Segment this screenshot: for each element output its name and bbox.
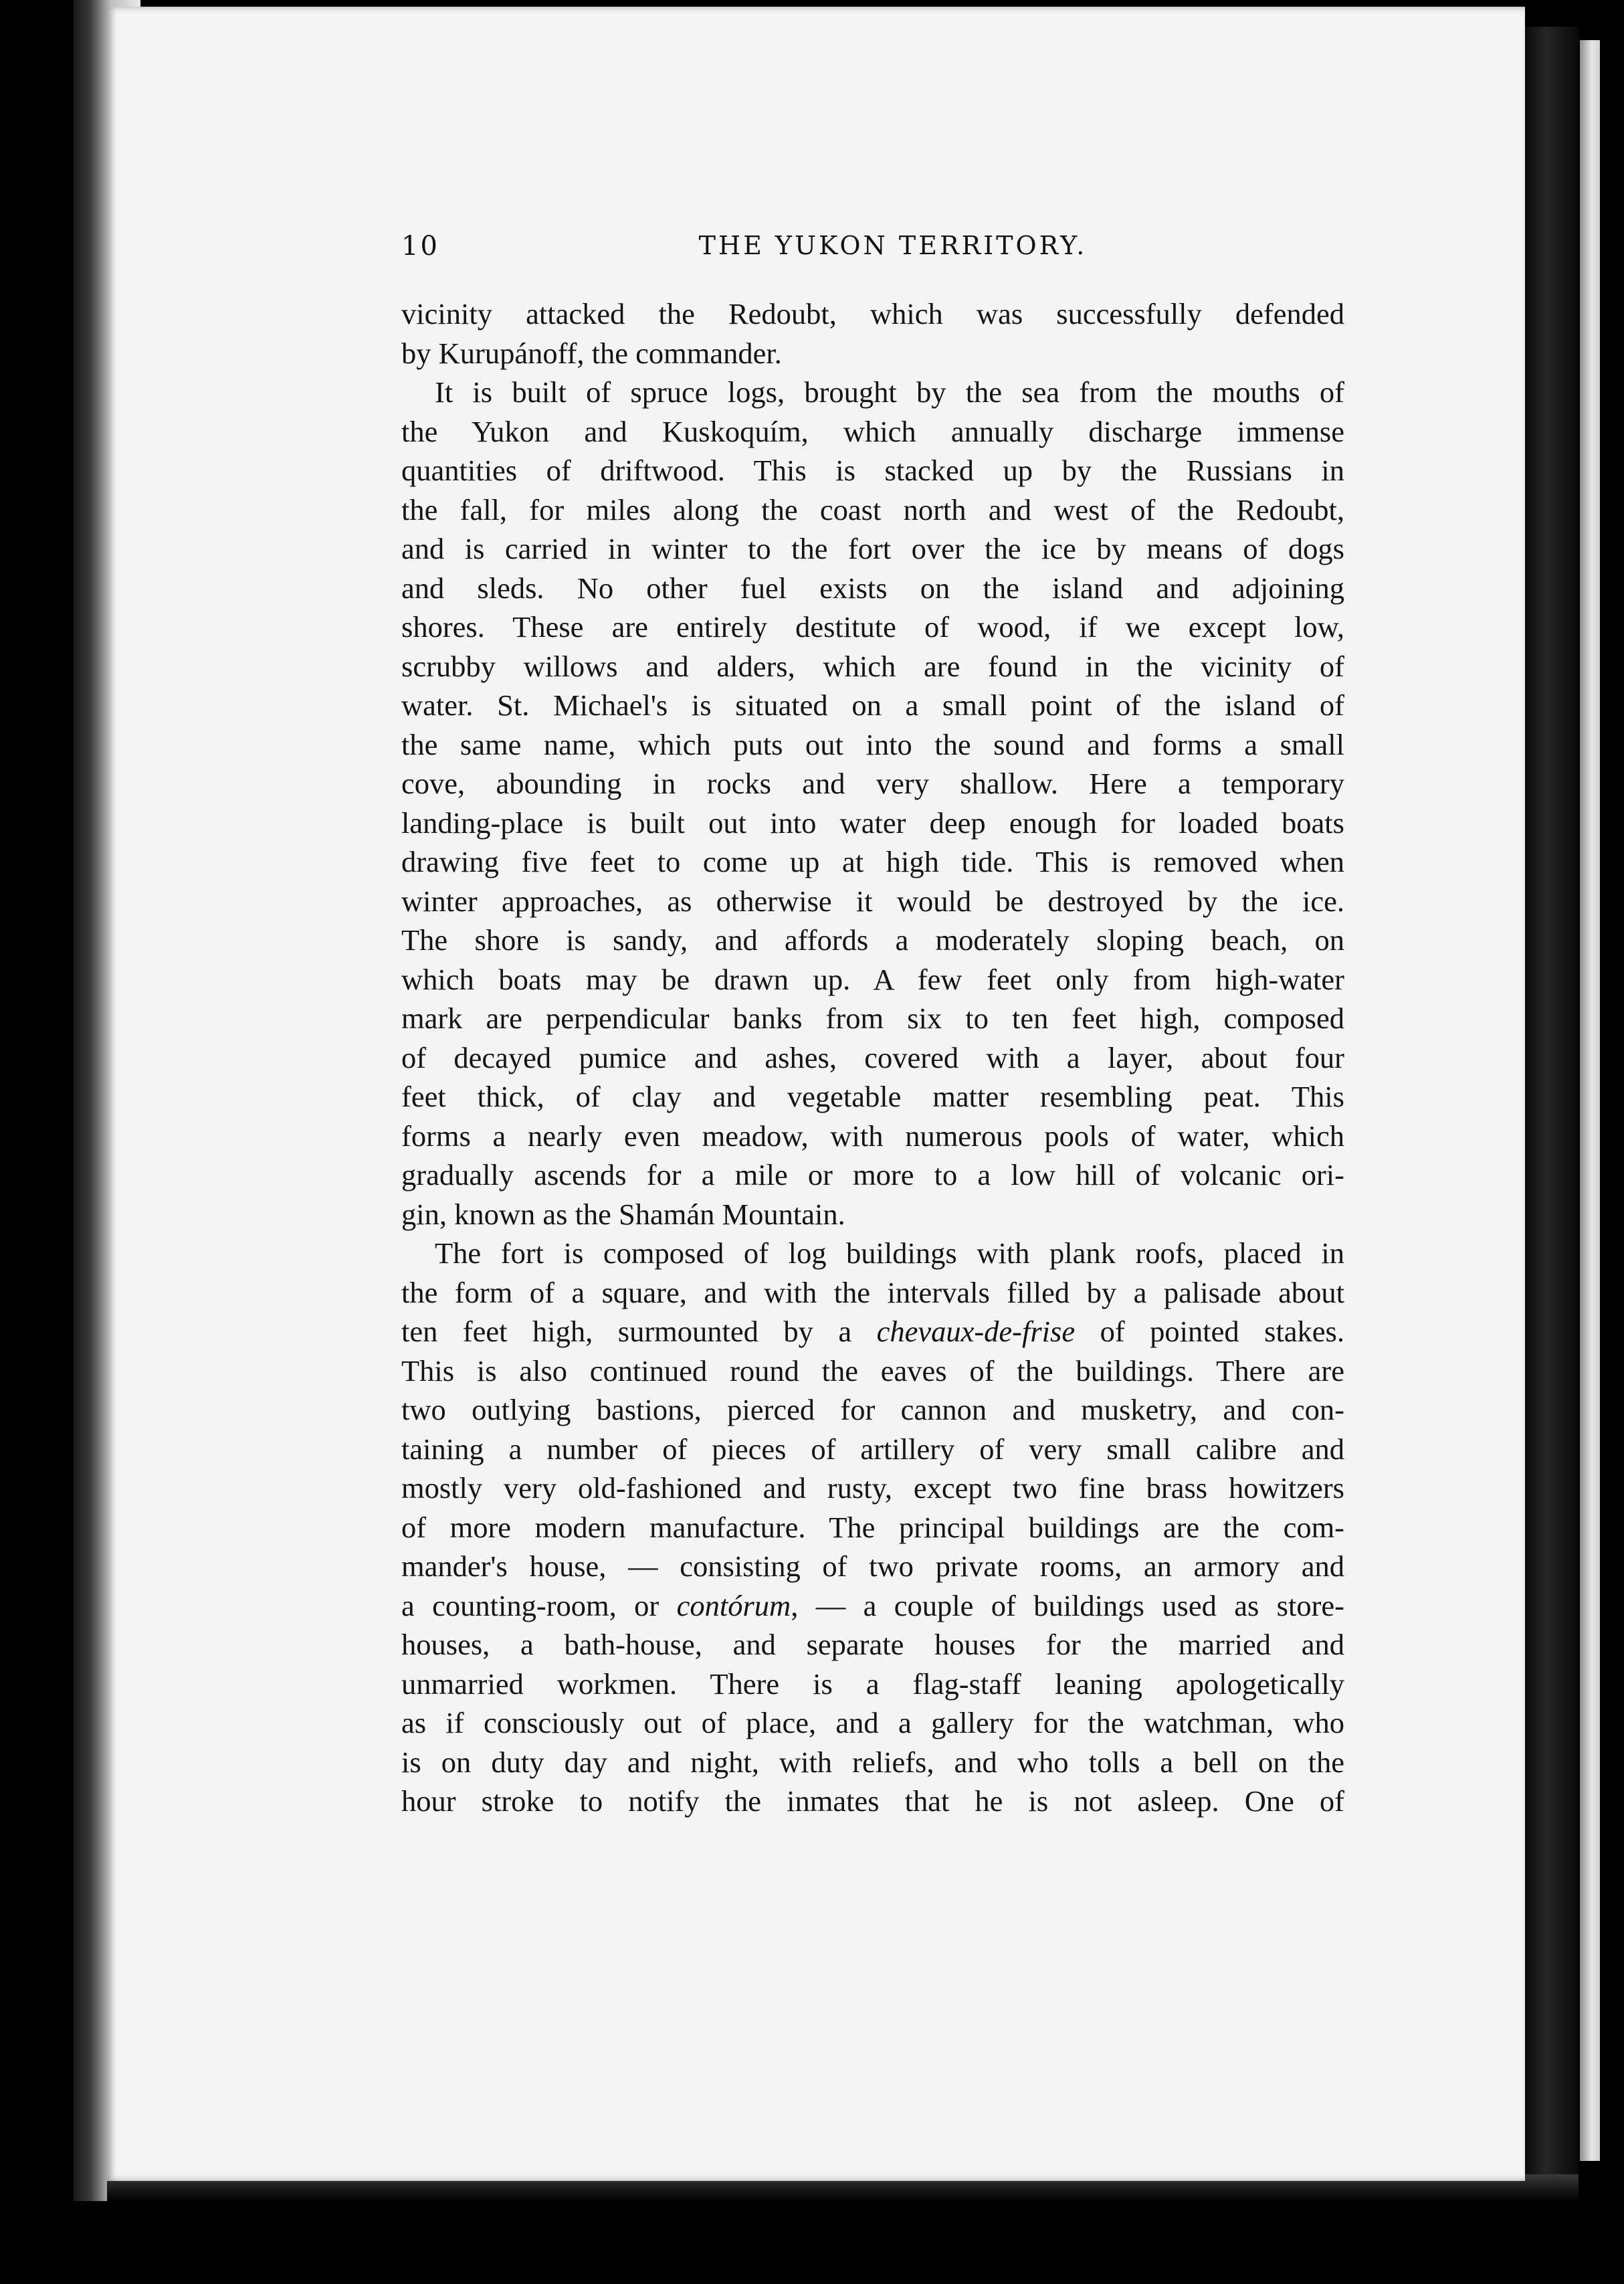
text-line: houses, a bath-house, and separate houses for the married and xyxy=(401,1628,1344,1661)
text-line: and sleds. No other fuel exists on the island and adjoining xyxy=(401,571,1344,605)
text-line: scrubby willows and alders, which are found in the vicinity of xyxy=(401,649,1344,683)
text-line: quantities of driftwood. This is stacked up by the Russians in xyxy=(401,454,1344,487)
line-segment: of pointed stakes. xyxy=(1075,1315,1344,1348)
line-segment: ten feet high, surmounted by a xyxy=(401,1315,877,1348)
text-line: is on duty day and night, with reliefs, and who tolls a bell on the xyxy=(401,1745,1344,1779)
text-line: of more modern manufacture. The principal buildings are the com- xyxy=(401,1510,1344,1544)
text-line: hour stroke to notify the inmates that he is not asleep. One of xyxy=(401,1784,1344,1818)
text-line: which boats may be drawn up. A few feet only from high-water xyxy=(401,962,1344,996)
text-line: mark are perpendicular banks from six to ten feet high, composed xyxy=(401,1002,1344,1035)
text-line: water. St. Michael's is situated on a small point of the island of xyxy=(401,688,1344,722)
page-number: 10 xyxy=(401,231,439,262)
text-line: cove, abounding in rocks and very shallow. Here a temporary xyxy=(401,767,1344,800)
text-line: unmarried workmen. There is a flag-staff leaning apologetically xyxy=(401,1667,1344,1701)
text-line: mostly very old-fashioned and rusty, except two fine brass howitzers xyxy=(401,1471,1344,1505)
line-segment: , — a couple of buildings used as store- xyxy=(791,1588,1344,1622)
italic-term-contorum: contórum xyxy=(676,1588,791,1622)
text-line: two outlying bastions, pierced for cannon and musketry, and con- xyxy=(401,1393,1344,1426)
running-title: THE YUKON TERRITORY. xyxy=(698,231,1088,260)
text-line: The fort is composed of log buildings with plank roofs, placed in xyxy=(435,1236,1344,1270)
text-line-with-italic xyxy=(401,1586,1344,1626)
line-segment: a counting-room, or xyxy=(401,1588,677,1622)
text-line: It is built of spruce logs, brought by the sea from the mouths of xyxy=(435,375,1344,409)
text-line-with-italic xyxy=(401,1312,1344,1351)
paragraph-3 xyxy=(401,1234,1344,1821)
text-line: drawing five feet to come up at high tide. This is removed when xyxy=(401,845,1344,878)
paragraph-1 xyxy=(401,294,1344,373)
text-line: forms a nearly even meadow, with numerous pools of water, which xyxy=(401,1119,1344,1153)
text-line: landing-place is built out into water deep enough for loaded boats xyxy=(401,805,1344,840)
text-line: gin, known as the Shamán Mountain. xyxy=(401,1197,845,1231)
text-line: mander's house, — consisting of two private rooms, an armory and xyxy=(401,1549,1344,1583)
text-line: winter approaches, as otherwise it would be destroyed by the ice. xyxy=(401,884,1344,918)
italic-term-chevaux-de-frise: chevaux-de-frise xyxy=(876,1315,1076,1348)
text-line: feet thick, of clay and vegetable matter resembling peat. This xyxy=(401,1080,1344,1113)
text-line: shores. These are entirely destitute of wood, if we except low, xyxy=(401,610,1344,644)
next-leaf-edge xyxy=(1525,27,1579,2174)
text-line: This is also continued round the eaves of the buildings. There are xyxy=(401,1353,1344,1388)
text-line: the fall, for miles along the coast north and west of the Redoubt, xyxy=(401,492,1344,527)
text-line: The shore is sandy, and affords a moderately sloping beach, on xyxy=(401,923,1344,957)
text-line: vicinity attacked the Redoubt, which was successfully defended xyxy=(401,297,1344,330)
text-line: gradually ascends for a mile or more to a low hill of volcanic ori- xyxy=(401,1158,1344,1192)
text-line: of decayed pumice and ashes, covered with a layer, about four xyxy=(401,1040,1344,1074)
text-line: taining a number of pieces of artillery of very small calibre and xyxy=(401,1432,1344,1466)
text-line: as if consciously out of place, and a gallery for the watchman, who xyxy=(401,1706,1344,1739)
text-line: the form of a square, and with the intervals filled by a palisade about xyxy=(401,1275,1344,1309)
text-line: the Yukon and Kuskoquím, which annually discharge immense xyxy=(401,414,1344,448)
text-line: by Kurupánoff, the commander. xyxy=(401,336,782,370)
text-line: the same name, which puts out into the sound and forms a small xyxy=(401,727,1344,761)
next-leaf-highlight xyxy=(1580,40,1600,2161)
body-text xyxy=(401,294,1344,1821)
text-line: and is carried in winter to the fort over the ice by means of dogs xyxy=(401,532,1344,565)
page-header xyxy=(401,231,1358,271)
paragraph-2 xyxy=(401,373,1344,1234)
